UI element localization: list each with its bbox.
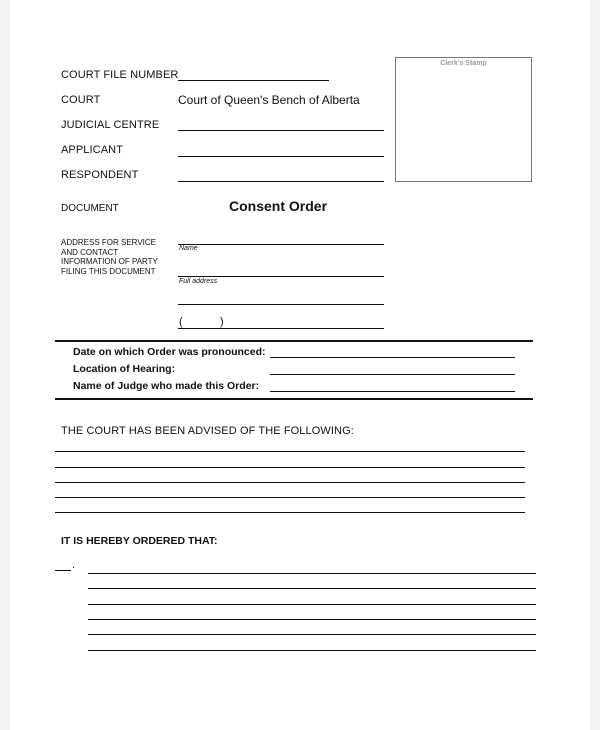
clerks-stamp-label: Clerk's Stamp [440, 60, 487, 67]
advised-line-1[interactable] [55, 451, 525, 452]
court-advised-heading: THE COURT HAS BEEN ADVISED OF THE FOLLOWING: [61, 425, 354, 437]
date-pronounced-field[interactable] [270, 357, 515, 358]
ordered-line-3[interactable] [88, 604, 536, 605]
ordered-line-1[interactable] [88, 573, 536, 574]
respondent-field[interactable] [178, 181, 384, 182]
name-field[interactable] [178, 276, 384, 277]
full-address-field[interactable] [178, 304, 384, 305]
form-page [10, 0, 590, 730]
judicial-centre-field[interactable] [178, 130, 384, 131]
applicant-field[interactable] [178, 156, 384, 157]
court-value: Court of Queen's Bench of Alberta [178, 93, 360, 107]
judicial-centre-label: JUDICIAL CENTRE [61, 119, 160, 131]
location-of-hearing-field[interactable] [270, 374, 515, 375]
address-for-service-label [61, 238, 158, 276]
section-divider-2 [55, 398, 533, 400]
judge-name-field[interactable] [270, 391, 515, 392]
document-label: DOCUMENT [61, 203, 119, 214]
respondent-label: RESPONDENT [61, 169, 139, 181]
name-hint: Name [179, 245, 198, 252]
clerks-stamp-box [395, 57, 532, 182]
ordered-line-4[interactable] [88, 619, 536, 620]
court-file-number-field[interactable] [178, 80, 329, 81]
ordered-line-6[interactable] [88, 650, 536, 651]
full-address-hint: Full address [179, 278, 218, 285]
advised-line-3[interactable] [55, 482, 525, 483]
phone-field[interactable] [178, 328, 384, 329]
address-label-line-1: ADDRESS FOR SERVICE [61, 238, 156, 247]
ordered-line-2[interactable] [88, 588, 536, 589]
item-marker: . [72, 559, 76, 571]
judge-name-label: Name of Judge who made this Order: [73, 380, 260, 392]
ordered-heading: IT IS HEREBY ORDERED THAT: [61, 535, 218, 547]
item-number-field[interactable] [55, 570, 71, 571]
applicant-label: APPLICANT [61, 144, 124, 156]
phone-paren-close: ) [220, 316, 224, 328]
address-label-line-4: FILING THIS DOCUMENT [61, 266, 156, 276]
location-of-hearing-label: Location of Hearing: [73, 363, 176, 375]
address-label-line-3: INFORMATION OF PARTY [61, 257, 158, 266]
ordered-line-5[interactable] [88, 634, 536, 635]
date-pronounced-label: Date on which Order was pronounced: [73, 346, 266, 358]
court-file-number-label: COURT FILE NUMBER [61, 69, 179, 81]
section-divider [55, 340, 533, 342]
address-label-line-2: AND CONTACT [61, 247, 119, 257]
advised-line-2[interactable] [55, 467, 525, 468]
address-top-line [178, 244, 384, 245]
court-label: COURT [61, 94, 101, 106]
advised-line-5[interactable] [55, 512, 525, 513]
document-title: Consent Order [229, 198, 328, 214]
phone-paren-open: ( [179, 316, 183, 328]
advised-line-4[interactable] [55, 497, 525, 498]
